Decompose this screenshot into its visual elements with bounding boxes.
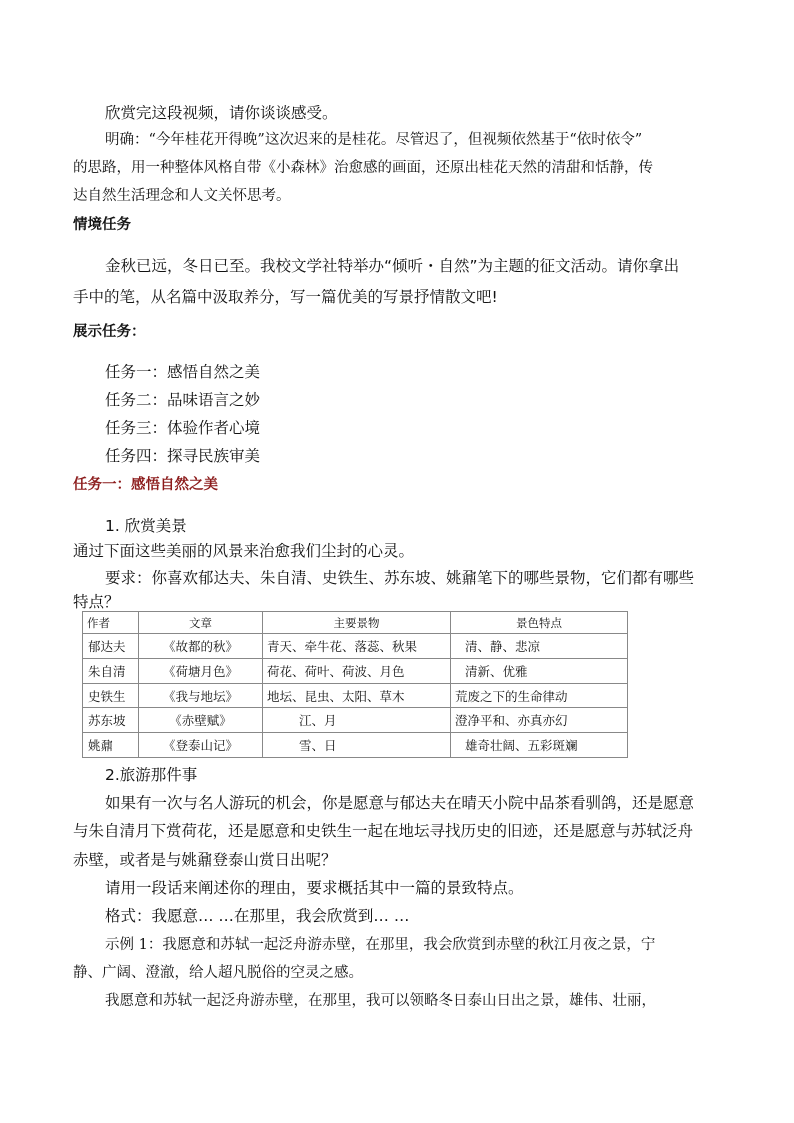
cell-author: 姚鼐 [83,733,139,758]
subheading-travel: 2.旅游那件事 [105,766,198,784]
cell-scenery: 雪、日 [263,733,451,758]
table-header-row [83,612,628,634]
cell-article: 《故都的秋》 [139,634,263,659]
travel-line-3: 赤壁，或者是与姚鼐登泰山赏日出呢？ [73,851,337,869]
subheading-appreciate-scenery: 1. 欣赏美景 [105,517,187,535]
table-row [83,683,628,708]
task-list-item: 任务四：探寻民族审美 [105,447,261,465]
cell-author: 苏东坡 [83,708,139,733]
cell-features: 清新、优雅 [451,658,628,683]
task-list-item: 任务二：品味语言之妙 [105,391,261,409]
answer-line-2: 的思路，用一种整体风格自带《小森林》治愈感的画面，还原出桂花天然的清甜和恬静，传 [73,160,653,176]
table-row [83,733,628,758]
travel-line-2: 与朱自清月下赏荷花，还是愿意和史铁生一起在地坛寻找历史的旧迹，还是愿意与苏轼泛舟 [73,822,694,840]
cell-features: 澄净平和、亦真亦幻 [451,708,628,733]
cell-scenery: 江、月 [263,708,451,733]
task-list-item: 任务三：体验作者心境 [105,419,261,437]
header-article: 文章 [139,612,263,634]
header-main-scenery: 主要景物 [263,612,451,634]
example-2-line-1: 我愿意和苏轼一起泛舟游赤壁，在那里，我可以领略冬日泰山日出之景，雄伟、壮丽， [105,993,656,1009]
travel-line-1: 如果有一次与名人游玩的机会，你是愿意与郁达夫在晴天小院中品茶看驯鸽，还是愿意 [105,794,695,812]
table-row [83,634,628,659]
cell-scenery: 青天、牵牛花、落蕊、秋果 [263,634,451,659]
cell-features: 清、静、悲凉 [451,634,628,659]
header-scenery-features: 景色特点 [451,612,628,634]
table-row [83,658,628,683]
cell-features: 荒废之下的生命律动 [451,683,628,708]
answer-line-1: 明确：“今年桂花开得晚”这次迟来的是桂花。尽管迟了，但视频依然基于“依时依令” [105,132,643,148]
example-1-line-1: 示例 1：我愿意和苏轼一起泛舟游赤壁，在那里，我会欣赏到赤壁的秋江月夜之景，宁 [105,937,656,953]
works-table [82,611,628,758]
paragraph-prompt: 欣赏完这段视频，请你谈谈感受。 [105,104,338,122]
table-row [83,708,628,733]
cell-article: 《我与地坛》 [139,683,263,708]
header-author: 作者 [83,612,139,634]
situation-line-2: 手中的笔，从名篇中汲取养分，写一篇优美的写景抒情散文吧! [73,288,498,306]
heading-show-tasks: 展示任务： [73,324,146,340]
cell-author: 郁达夫 [83,634,139,659]
cell-scenery: 地坛、昆虫、太阳、草木 [263,683,451,708]
requirement-line-1: 要求：你喜欢郁达夫、朱自清、史铁生、苏东坡、姚鼐笔下的哪些景物，它们都有哪些 [105,569,695,587]
requirement-line-2: 特点？ [73,593,120,611]
cell-scenery: 荷花、荷叶、荷波、月色 [263,658,451,683]
scenery-intro: 通过下面这些美丽的风景来治愈我们尘封的心灵。 [73,542,415,560]
cell-article: 《赤壁赋》 [139,708,263,733]
situation-line-1: 金秋已远，冬日已至。我校文学社特举办“倾听・自然”为主题的征文活动。请你拿出 [105,257,680,275]
cell-article: 《荷塘月色》 [139,658,263,683]
cell-features: 雄奇壮阔、五彩斑斓 [451,733,628,758]
answer-line-3: 达自然生活理念和人文关怀思考。 [73,188,291,204]
travel-requirement: 请用一段话来阐述你的理由，要求概括其中一篇的景致特点。 [105,879,524,897]
cell-author: 朱自清 [83,658,139,683]
task-list-item: 任务一：感悟自然之美 [105,363,261,381]
heading-task-one: 任务一：感悟自然之美 [73,477,218,493]
format-line: 格式：我愿意… …在那里，我会欣赏到… … [105,907,410,925]
heading-situation-task: 情境任务 [73,217,131,233]
cell-article: 《登泰山记》 [139,733,263,758]
cell-author: 史铁生 [83,683,139,708]
example-1-line-2: 静、广阔、澄澈，给人超凡脱俗的空灵之感。 [73,965,363,981]
